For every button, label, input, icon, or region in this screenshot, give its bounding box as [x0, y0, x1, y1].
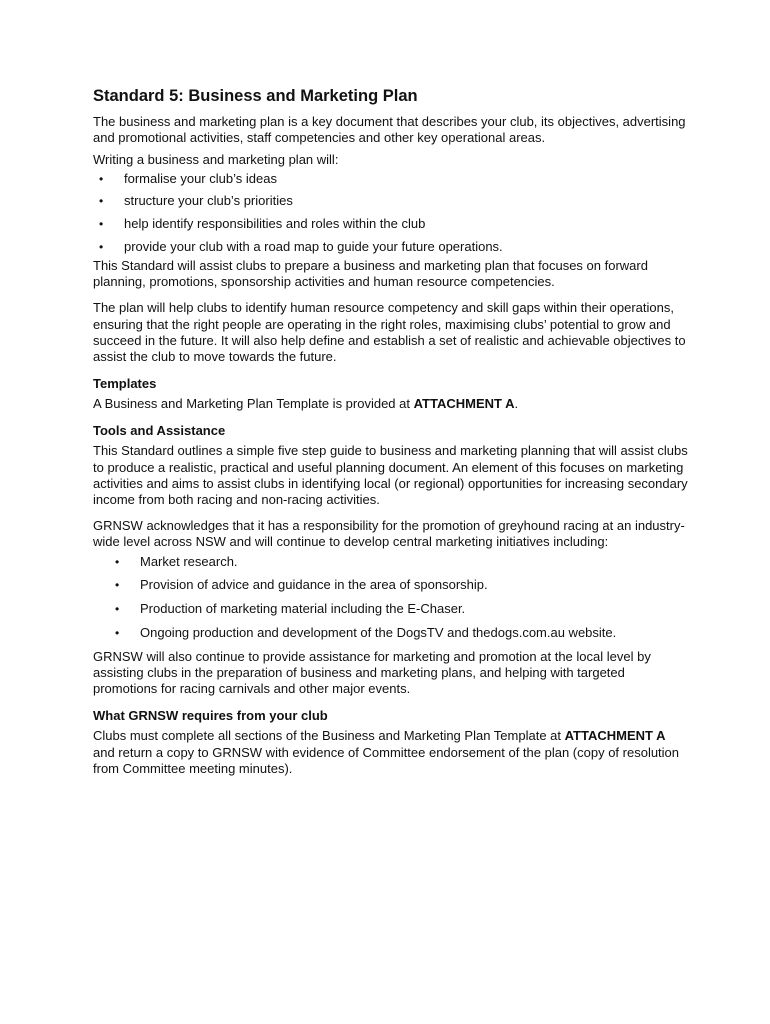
list-item: • Ongoing production and development of the DogsTV and thedogs.com.au website.	[115, 625, 617, 641]
tools-paragraph-2: GRNSW acknowledges that it has a responsibility for the promotion of greyhound racing at an industry-wide level across NSW and will continue to develop central marketing initiatives including:	[93, 518, 685, 550]
attachment-a-ref: ATTACHMENT A	[564, 728, 666, 744]
bullet-icon: •	[115, 626, 120, 641]
requires-heading: What GRNSW requires from your club	[93, 708, 328, 724]
page-title: Standard 5: Business and Marketing Plan	[93, 87, 418, 105]
list-item: • Provision of advice and guidance in the area of sponsorship.	[115, 577, 488, 593]
tools-heading: Tools and Assistance	[93, 423, 226, 439]
list-item: • formalise your club’s ideas	[99, 170, 277, 186]
attachment-a-ref: ATTACHMENT A	[413, 396, 515, 412]
plan-paragraph: The plan will help clubs to identify human resource competency and skill gaps within their operations, ensuring that the right people are operating in the right roles, maximising clubs’ potential to grow and succeed in the future. It will also help define and establish a set of realistic and achievable objectives to assist the club to move towards the future.	[93, 300, 686, 365]
document-page	[93, 86, 688, 783]
bullet-icon: •	[99, 194, 104, 209]
assist-paragraph: This Standard will assist clubs to prepare a business and marketing plan that focuses on forward planning, promotions, sponsorship activities and human resource competencies.	[93, 258, 648, 290]
list-item: • Market research.	[115, 553, 238, 569]
list-item: • provide your club with a road map to guide your future operations.	[99, 239, 503, 254]
bullet-icon: •	[99, 171, 104, 186]
bullet-icon: •	[115, 554, 120, 569]
tools-paragraph-1: This Standard outlines a simple five step guide to business and marketing planning that will assist clubs to produce a realistic, practical and useful planning document. An element of this focuses on marketing activities and aims to assist clubs in identifying local (or regional) opportunities for increasing secondary income from both racing and non-racing activities.	[93, 443, 688, 508]
bullet-icon: •	[115, 602, 120, 617]
list-item: • structure your club’s priorities	[99, 193, 293, 209]
tools-paragraph-3: GRNSW will also continue to provide assistance for marketing and promotion at the local level by assisting clubs in the preparation of business and marketing plans, and helping with targeted promotions for racing carnivals and other major events.	[93, 648, 651, 697]
initiatives-bullet-list	[93, 554, 688, 641]
list-item: • help identify responsibilities and roles within the club	[99, 216, 426, 232]
list-item: • Production of marketing material including the E-Chaser.	[115, 601, 466, 617]
bullet-icon: •	[99, 217, 104, 232]
requires-paragraph: Clubs must complete all sections of the Business and Marketing Plan Template at ATTACHMENT A and return a copy to GRNSW with evidence of Committee endorsement of the plan (copy of resolution from Committee meeting minutes).	[93, 728, 680, 776]
bullet-icon: •	[99, 240, 104, 254]
templates-paragraph: A Business and Marketing Plan Template is provided at ATTACHMENT A.	[93, 396, 519, 412]
writing-lead: Writing a business and marketing plan will:	[93, 152, 339, 168]
templates-heading: Templates	[93, 376, 157, 392]
bullet-icon: •	[115, 578, 120, 593]
intro-paragraph: The business and marketing plan is a key document that describes your club, its objectives, advertising and promotional activities, staff competencies and other key operational areas.	[93, 114, 686, 146]
writing-bullet-list	[93, 171, 688, 255]
